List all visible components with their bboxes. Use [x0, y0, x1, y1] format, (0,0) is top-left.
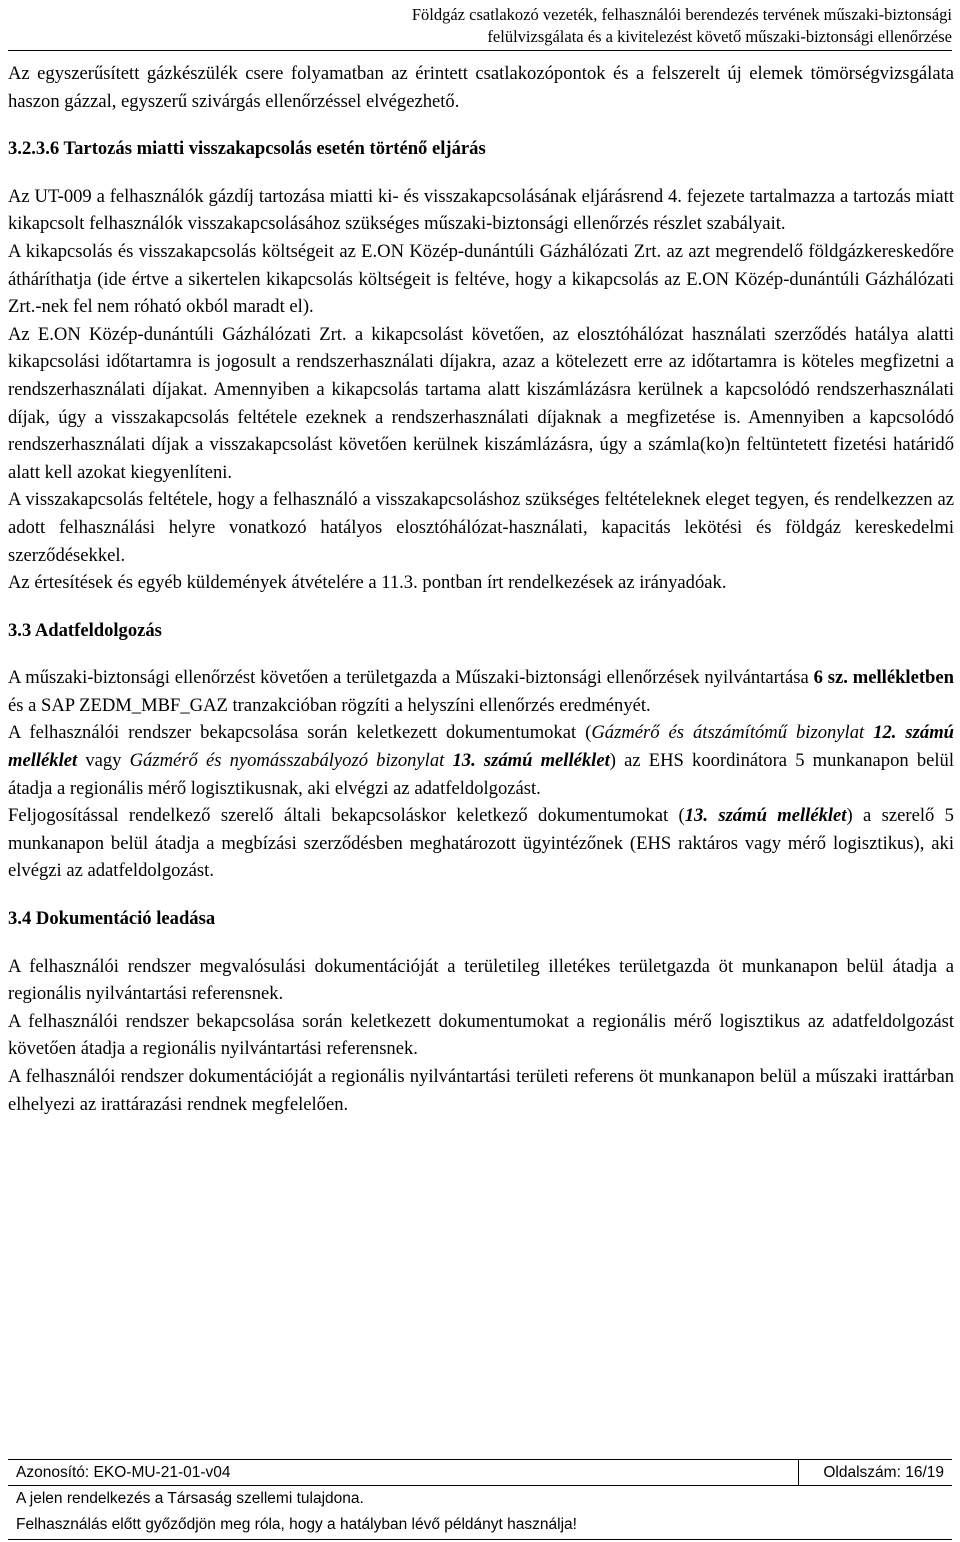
paragraph: [8, 664, 954, 719]
page-number: Oldalszám: 16/19: [823, 1464, 944, 1481]
text-run: Feljogosítással rendelkező szerelő általi bekapcsoláskor keletkező dokumentumokat (: [8, 805, 685, 827]
paragraph: A felhasználói rendszer megvalósulási dokumentációját a területileg illetékes területgazda öt munkanapon belül átadja a regionális nyilvántartási referensnek.: [8, 955, 954, 1005]
text-run: ) az EHS koordinátora 5 munkanapon belül átadja a regionális mérő logisztikusnak, aki elvégzi az adatfeldolgozást.: [8, 750, 955, 799]
footer-notice: Felhasználás előtt győződjön meg róla, hogy a hatályban lévő példányt használja!: [8, 1512, 952, 1540]
intro-paragraph: Az egyszerűsített gázkészülék csere folyamatban az érintett csatlakozópontok és a felszerelt új elemek tömörségvizsgálata haszon gázzal, egyszerű szivárgás ellenőrzéssel elvégezhető.: [8, 63, 954, 112]
page-footer: [8, 1459, 952, 1542]
section-3-3-title: 3.3 Adatfeldolgozás: [8, 619, 162, 641]
paragraph: A felhasználói rendszer dokumentációját a regionális nyilvántartási területi referens öt munkanapon belül a műszaki irattárban elhelyezi az irattárazási rendnek megfelelően.: [8, 1066, 954, 1115]
paragraph: Az értesítések és egyéb küldemények átvételére a 11.3. pontban írt rendelkezések az irányadóak.: [8, 572, 727, 594]
paragraph: [8, 802, 954, 885]
text-run-italic: Gázmérő és átszámítómű bizonylat: [591, 722, 865, 744]
page-header: [52, 4, 952, 48]
text-run-bold-italic: 13. számú melléklet: [684, 805, 847, 827]
paragraph: A felhasználói rendszer bekapcsolása során keletkezett dokumentumokat a regionális mérő logisztikus az adatfeldolgozást követően átadja a regionális nyilvántartási referensnek.: [8, 1010, 954, 1060]
section-3-4-title: 3.4 Dokumentáció leadása: [8, 908, 216, 930]
document-id: Azonosító: EKO-MU-21-01-v04: [16, 1464, 231, 1481]
header-divider: [8, 50, 952, 51]
paragraph: [8, 719, 954, 802]
header-line-1: Földgáz csatlakozó vezeték, felhasználói berendezés tervének műszaki-biztonsági: [411, 5, 952, 24]
header-line-2: felülvizsgálata és a kivitelezést követő műszaki-biztonsági ellenőrzése: [487, 27, 952, 46]
text-run: A felhasználói rendszer bekapcsolása során keletkezett dokumentumokat (: [8, 722, 592, 744]
text-run-bold-italic: 12. számú melléklet: [8, 722, 954, 772]
paragraph: A visszakapcsolás feltétele, hogy a felhasználó a visszakapcsoláshoz szükséges feltételeknek eleget tegyen, és rendelkezzen az adott felhasználási helyre vonatkozó hatályos elosztóhálózat-használati, kapacitás lekötési és földgáz kereskedelmi szerződésekkel.: [8, 489, 954, 566]
text-run: és a SAP ZEDM_MBF_GAZ tranzakcióban rögzíti a helyszíni ellenőrzés eredményét.: [8, 694, 651, 716]
document-body: [8, 60, 954, 1118]
text-run: A műszaki-biztonsági ellenőrzést követően a területgazda a Műszaki-biztonsági ellenőrzések nyilvántartása: [8, 667, 814, 689]
text-run: [864, 722, 873, 743]
section-3-2-3-6-title: 3.2.3.6 Tartozás miatti visszakapcsolás esetén történő eljárás: [8, 138, 486, 160]
text-run: ) a szerelő 5 munkanapon belül átadja a megbízási szerződésben meghatározott ügyintézőnek (EHS raktáros vagy mérő logisztikus), aki elvégzi az adatfeldolgozást.: [8, 805, 954, 882]
footer-row-id: [8, 1460, 952, 1486]
footer-divider: [798, 1460, 799, 1486]
paragraph: Az E.ON Közép-dunántúli Gázhálózati Zrt. a kikapcsolást követően, az elosztóhálózat használati szerződés hatálya alatti kikapcsolási időtartamra is jogosult a rendszerhasználati díjakra, azaz a kötelezett erre az időtartamra is köteles megfizetni a rendszerhasználati díjakat. Amennyiben a kikapcsolás tartama alatt kiszámlázásra kerülnek a kapcsolódó rendszerhasználati díjak, úgy a visszakapcsolás feltétele ezeknek a rendszerhasználati díjaknak a megfizetése is. Amennyiben a kapcsolódó rendszerhasználati díjak a visszakapcsolást követően kerülnek kiszámlázásra, úgy a számla(ko)n feltüntetett fizetési határidő alatt kell azokat kiegyenlíteni.: [8, 323, 954, 483]
footer-ownership: A jelen rendelkezés a Társaság szellemi tulajdona.: [16, 1490, 364, 1507]
text-run-bold-italic: 13. számú melléklet: [452, 750, 610, 772]
text-run-italic: Gázmérő és nyomásszabályozó bizonylat: [129, 750, 445, 772]
paragraph: A kikapcsolás és visszakapcsolás költségeit az E.ON Közép-dunántúli Gázhálózati Zrt. az azt megrendelő földgázkereskedőre átháríthatja (ide értve a sikertelen kikapcsolás költségeit is feltéve, hogy a kikapcsolás az E.ON Közép-dunántúli Gázhálózati Zrt.-nek fel nem róható okból maradt el).: [8, 240, 954, 318]
text-run: vagy: [77, 750, 130, 772]
text-run-bold: 6 sz. mellékletben: [813, 667, 954, 689]
paragraph: Az UT-009 a felhasználók gázdíj tartozása miatti ki- és visszakapcsolásának eljárásrend 4. fejezete tartalmazza a tartozás miatt kikapcsolt felhasználók visszakapcsolásához szükséges műszaki-biztonsági ellenőrzés részlet szabályait.: [8, 185, 954, 235]
